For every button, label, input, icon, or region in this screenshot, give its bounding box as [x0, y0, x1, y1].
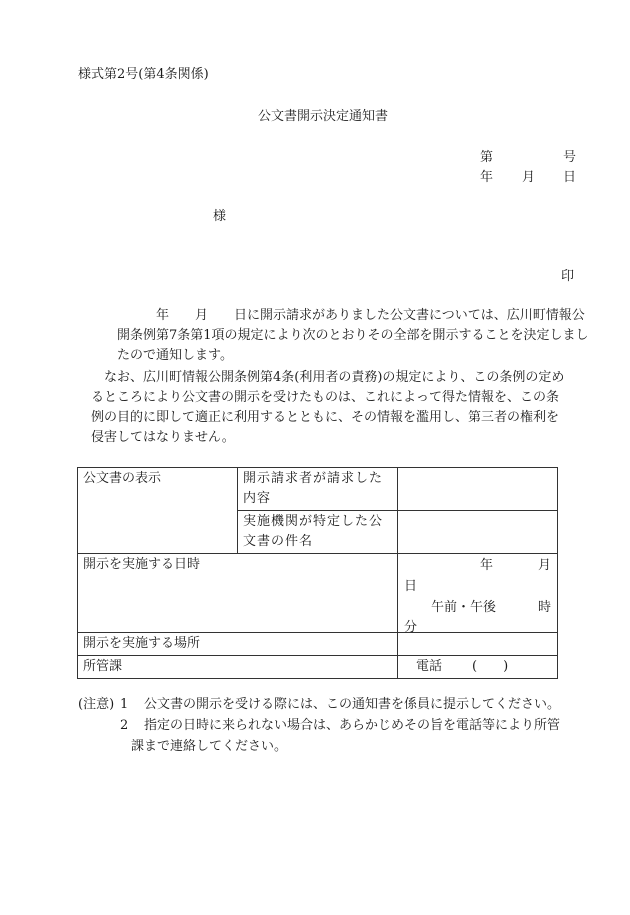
doc-display-label: 公文書の表示 — [78, 468, 238, 554]
paragraph-line: なお、広川町情報公開条例第4条(利用者の責務)の規定により、この条例の定め — [104, 370, 565, 385]
addressee-honorific: 様 — [213, 209, 227, 224]
obligation-paragraph — [78, 368, 578, 448]
paragraph-line: 侵害してはなりません。 — [91, 430, 235, 445]
note-item — [78, 694, 588, 715]
note-number: 2 — [120, 718, 129, 733]
datetime-value[interactable] — [398, 554, 558, 633]
phone-label: 電話 — [416, 659, 443, 674]
number-suffix: 号 — [563, 150, 577, 165]
note-text: 課まで連絡してください。 — [131, 739, 288, 754]
requested-content-label: 開示請求者が請求した内容 — [238, 468, 398, 511]
dept-label: 所管課 — [78, 656, 398, 679]
place-value[interactable] — [398, 633, 558, 656]
date-day: 日 — [563, 170, 577, 185]
note-text: 指定の日時に来られない場合は、あらかじめその旨を電話等により所管 — [144, 718, 561, 733]
datetime-year: 年 — [480, 558, 494, 573]
disclosure-info-table — [77, 467, 558, 679]
paragraph-line: 年 月 日に開示請求がありました公文書については、広川町情報公 — [156, 308, 585, 323]
number-prefix: 第 — [480, 150, 494, 165]
note-text: 公文書の開示を受ける際には、この通知書を係員に提示してください。 — [144, 697, 561, 712]
requested-content-value[interactable] — [398, 468, 558, 511]
datetime-label: 開示を実施する日時 — [78, 554, 398, 633]
datetime-day: 日 — [404, 579, 418, 594]
specified-doc-label: 実施機関が特定した公文書の件名 — [238, 511, 398, 554]
datetime-month: 月 — [538, 558, 552, 573]
phone-value[interactable] — [398, 656, 558, 679]
place-label: 開示を実施する場所 — [78, 633, 398, 656]
notes-section — [78, 694, 588, 757]
notes-prefix: (注意) — [78, 697, 115, 712]
seal-mark: 印 — [561, 269, 575, 284]
decision-paragraph — [78, 306, 589, 366]
date-month: 月 — [522, 170, 536, 185]
datetime-hour: 時 — [538, 600, 552, 615]
paragraph-line: るところにより公文書の開示を受けたものは、これによって得た情報を、この条 — [91, 390, 560, 405]
paragraph-line: 開条例第7条第1項の規定により次のとおりその全部を開示することを決定しまし — [117, 328, 589, 343]
paragraph-line: たので通知します。 — [117, 348, 233, 363]
specified-doc-value[interactable] — [398, 511, 558, 554]
datetime-minute: 分 — [404, 620, 418, 635]
document-title: 公文書開示決定通知書 — [258, 109, 389, 124]
paragraph-line: 例の目的に即して適正に利用するとともに、その情報を濫用し、第三者の権利を — [91, 410, 560, 425]
datetime-ampm: 午前・午後 — [431, 600, 497, 615]
form-number: 様式第2号(第4条関係) — [78, 67, 209, 82]
phone-parens: ( ) — [472, 659, 509, 674]
date-year: 年 — [480, 170, 494, 185]
note-continuation — [78, 736, 588, 757]
note-number: 1 — [120, 697, 129, 712]
note-item — [78, 715, 588, 736]
